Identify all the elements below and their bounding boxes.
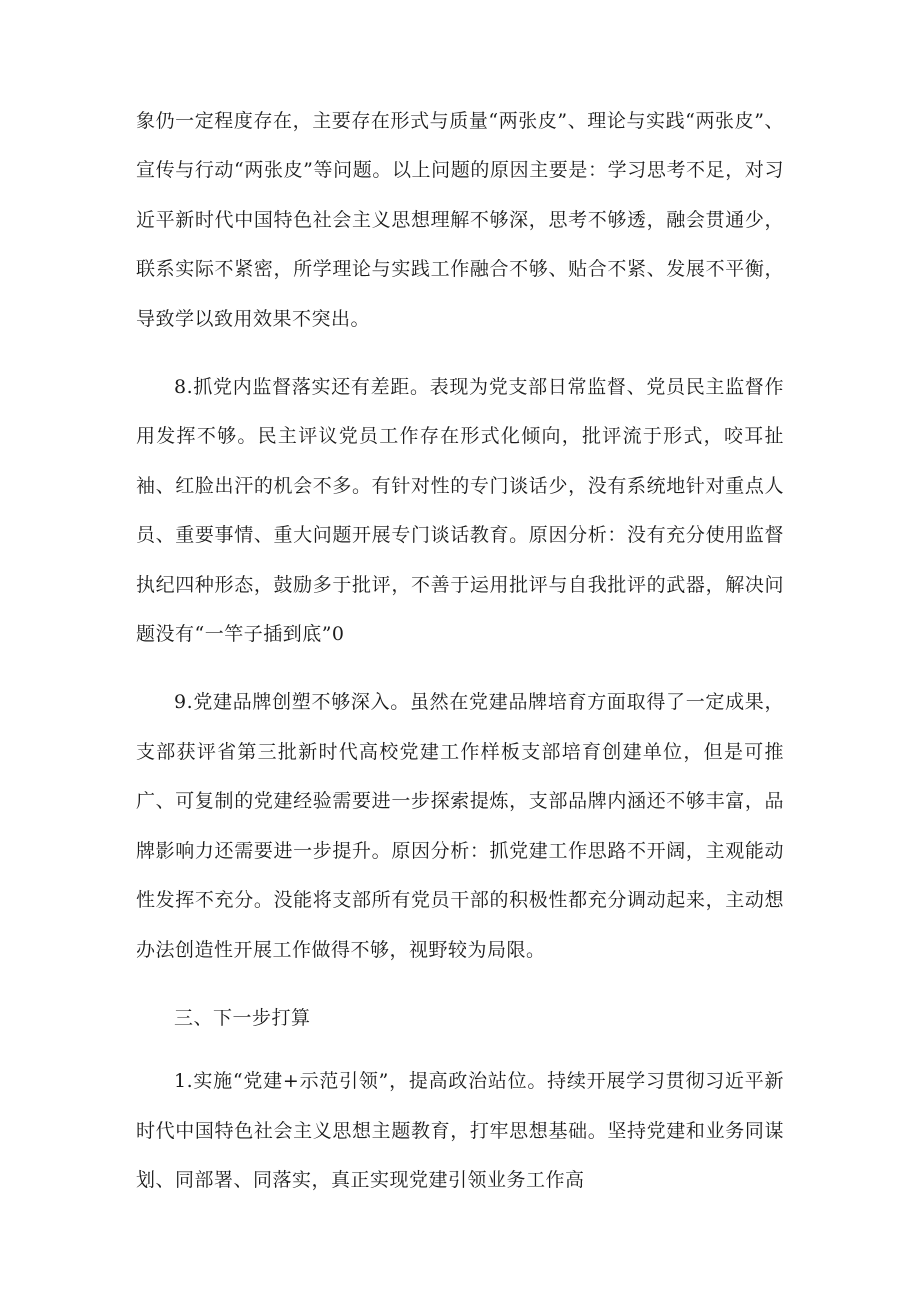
document-body — [136, 97, 784, 1225]
section-heading: 三、下一步打算 — [174, 1006, 311, 1029]
paragraph-item-8: 8.抓党内监督落实还有差距。表现为党支部日常监督、党员民主监督作用发挥不够。民主评议党员工作存在形式化倾向，批评流于形式，咬耳扯袖、红脸出汗的机会不多。有针对性的专门谈话少，没有系统地针对重点人员、重要事情、重大问题开展专门谈话教育。原因分析：没有充分使用监督执纪四种形态，鼓励多于批评，不善于运用批评与自我批评的武器，解决问题没有“一竿子插到底”0 — [136, 376, 784, 646]
paragraph-continuation: 象仍一定程度存在，主要存在形式与质量“两张皮”、理论与实践“两张皮”、宣传与行动“两张皮”等问题。以上问题的原因主要是：学习思考不足，对习近平新时代中国特色社会主义思想理解不够深，思考不够透，融会贯通少，联系实际不紧密，所学理论与实践工作融合不够、贴合不紧、发展不平衡，导致学以致用效果不突出。 — [136, 110, 784, 330]
paragraph-plan-1: 1.实施“党建+示范引领”，提高政治站位。持续开展学习贯彻习近平新时代中国特色社会主义思想主题教育，打牢思想基础。坚持党建和业务同谋划、同部署、同落实，真正实现党建引领业务工作高 — [136, 1070, 784, 1192]
paragraph-item-9: 9.党建品牌创塑不够深入。虽然在党建品牌培育方面取得了一定成果，支部获评省第三批新时代高校党建工作样板支部培育创建单位，但是可推广、可复制的党建经验需要进一步探索提炼，支部品牌内涵还不够丰富，品牌影响力还需要进一步提升。原因分析：抓党建工作思路不开阔，主观能动性发挥不充分。没能将支部所有党员干部的积极性都充分调动起来，主动想办法创造性开展工作做得不够，视野较为局限。 — [136, 691, 784, 961]
